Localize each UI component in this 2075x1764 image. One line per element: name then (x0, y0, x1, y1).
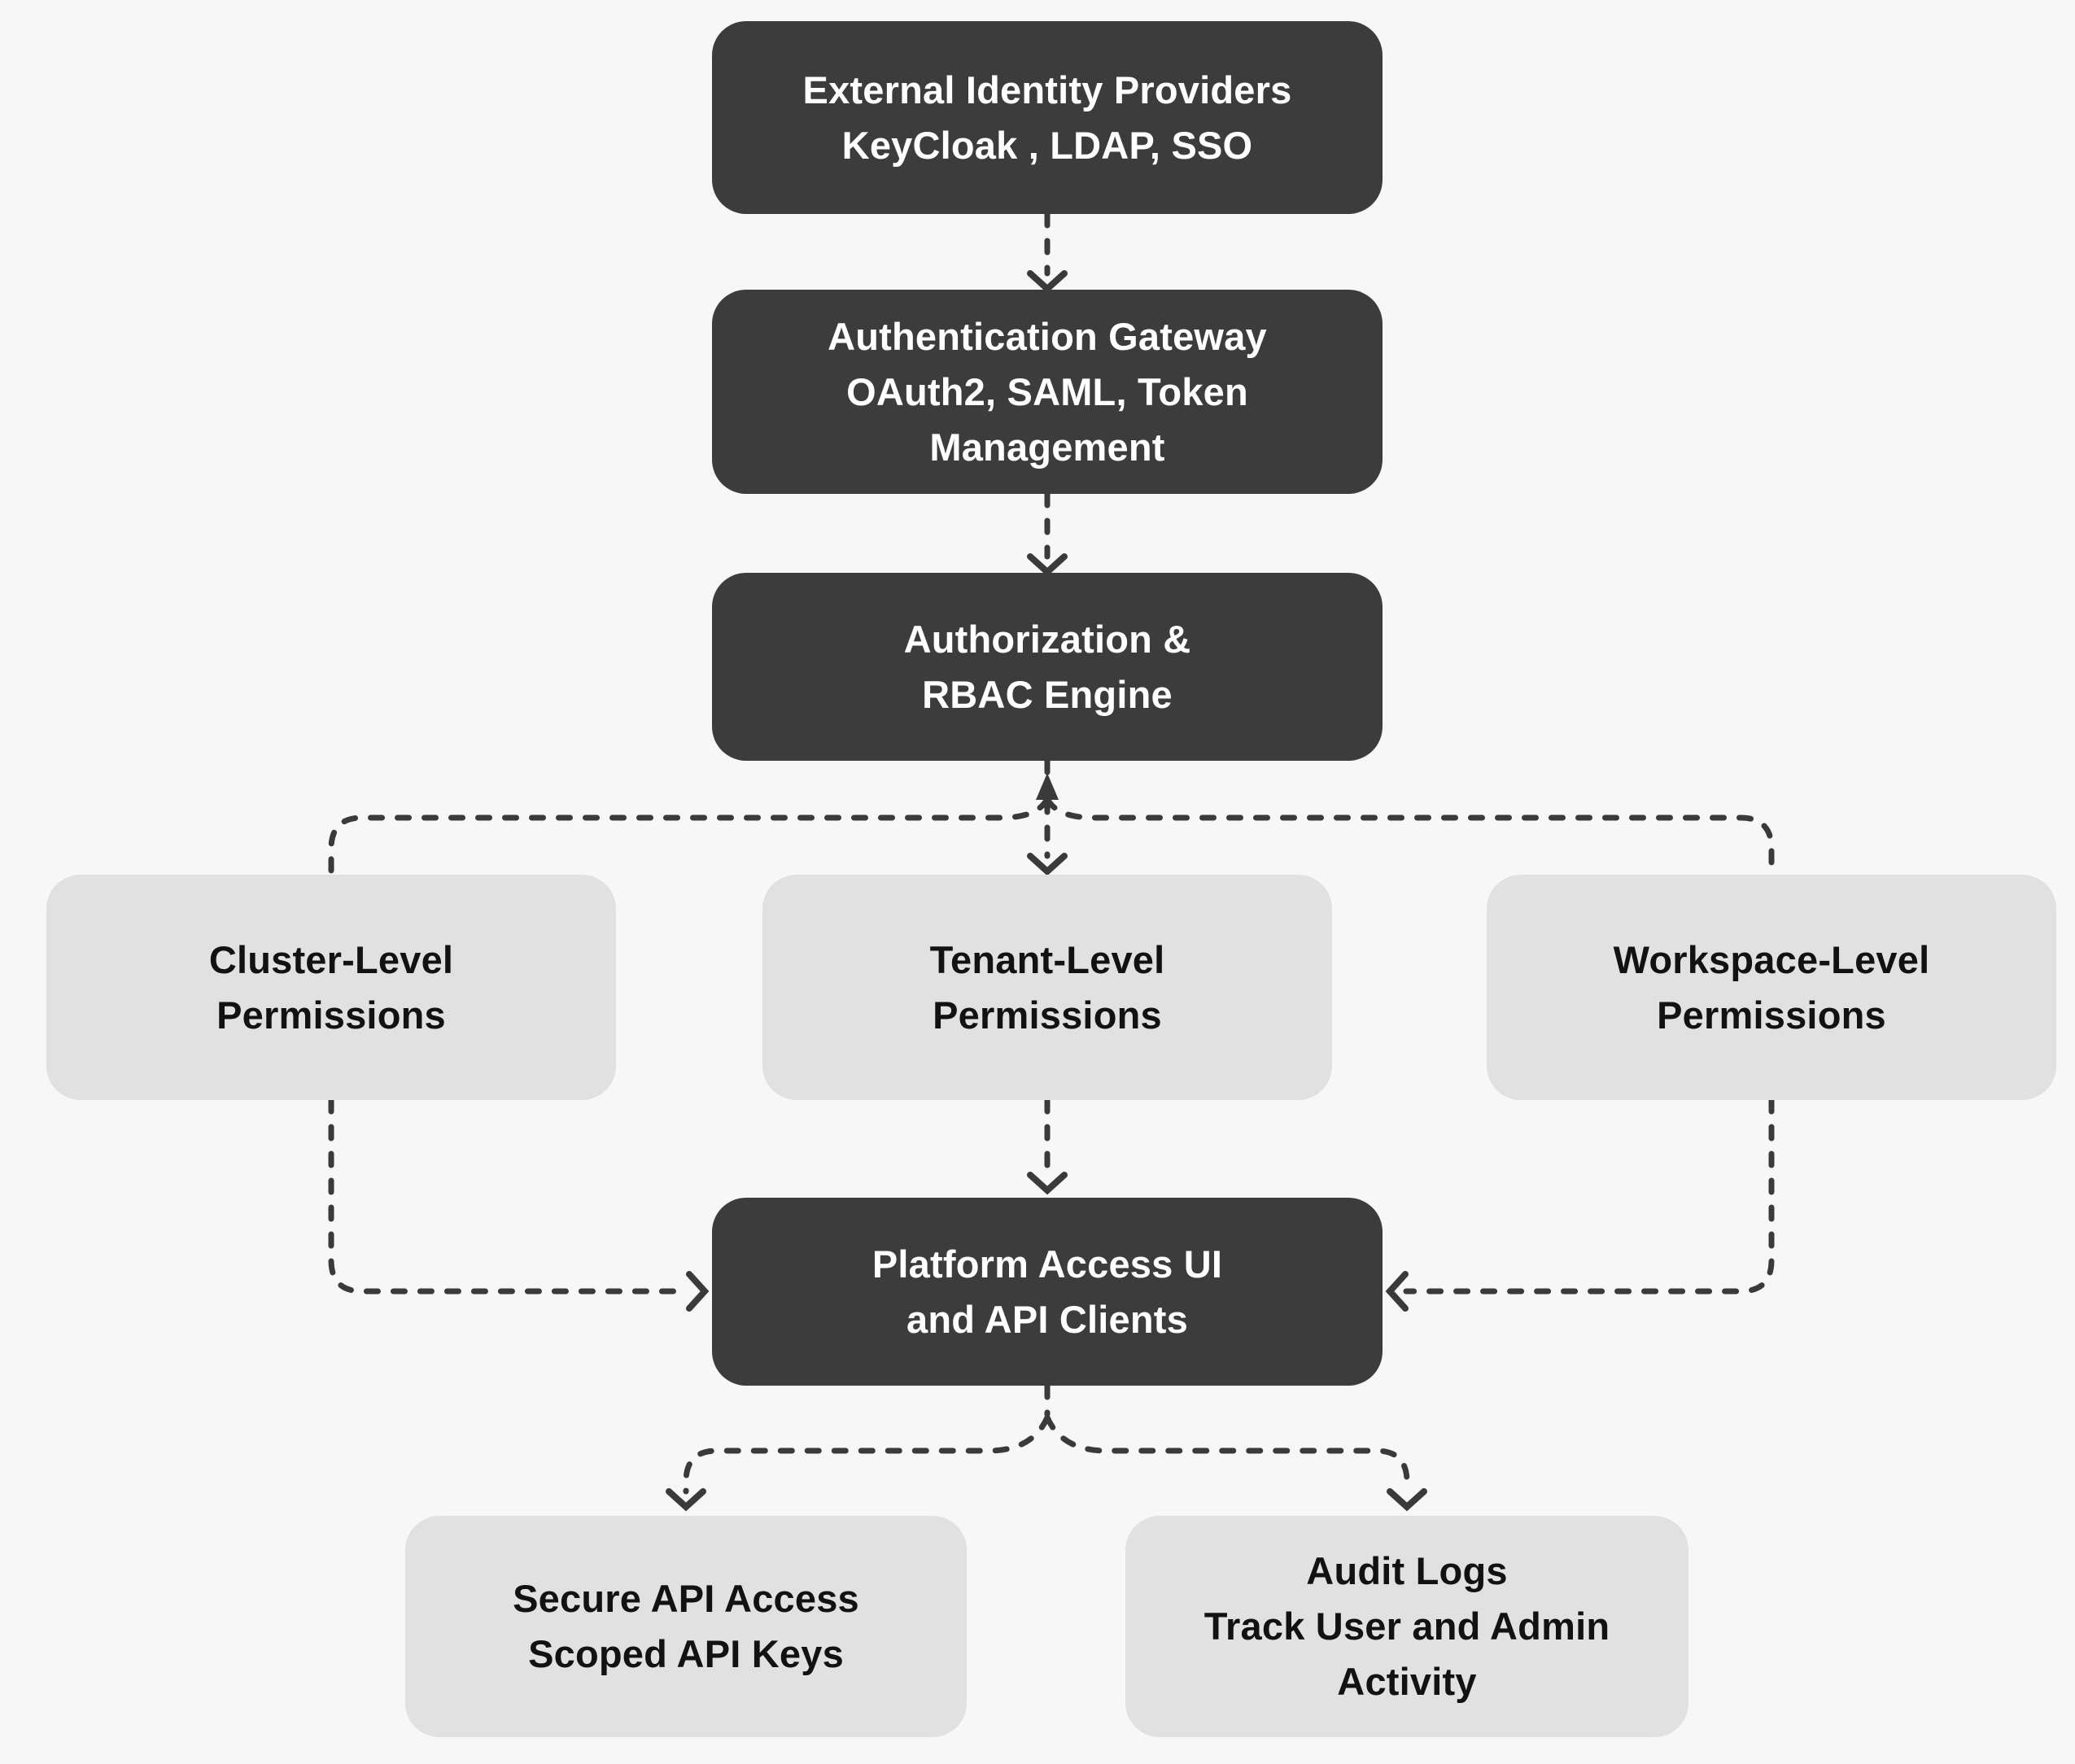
node-external-identity-providers (712, 21, 1383, 214)
arrowhead-up-rbac-icon (1036, 773, 1059, 800)
node-line: Permissions (216, 993, 446, 1037)
connector-platform-to-audit (1047, 1417, 1407, 1491)
node-line: OAuth2, SAML, Token (846, 369, 1248, 413)
node-authentication-gateway (712, 290, 1383, 494)
node-line: External Identity Providers (802, 68, 1292, 111)
node-line: Tenant-Level (929, 937, 1165, 981)
node-line: Cluster-Level (208, 937, 454, 981)
connector-cluster-to-platform (331, 1100, 688, 1291)
connector-rbac-to-cluster (331, 799, 1047, 871)
node-line: Secure API Access (513, 1577, 859, 1620)
arrowhead-right-platform-icon (689, 1274, 705, 1308)
node-audit-logs (1125, 1516, 1688, 1737)
node-platform-access-ui (712, 1198, 1383, 1386)
arrowhead-down-audit-icon (1390, 1491, 1424, 1507)
node-line: Authentication Gateway (828, 314, 1267, 358)
node-line: Management (929, 425, 1165, 469)
arrowhead-down-platform-icon (1030, 1175, 1064, 1190)
node-line: Workspace-Level (1613, 937, 1930, 981)
node-line: RBAC Engine (922, 672, 1173, 716)
node-line: Platform Access UI (872, 1242, 1223, 1286)
connector-workspace-to-platform (1406, 1100, 1771, 1291)
node-line: Track User and Admin (1204, 1605, 1610, 1648)
node-tenant-level-permissions (762, 875, 1332, 1100)
node-line: Permissions (933, 993, 1162, 1037)
node-secure-api-access (405, 1516, 967, 1737)
node-authorization-rbac-engine (712, 573, 1383, 761)
node-line: Permissions (1657, 993, 1886, 1037)
arrowhead-left-platform-icon (1390, 1274, 1405, 1308)
node-line: Activity (1337, 1660, 1477, 1703)
connector-platform-to-secure (686, 1417, 1047, 1491)
node-line: Audit Logs (1306, 1549, 1508, 1592)
connector-rbac-to-workspace (1047, 799, 1771, 871)
node-line: and API Clients (906, 1297, 1188, 1341)
node-line: KeyCloak , LDAP, SSO (841, 123, 1253, 167)
node-line: Authorization & (903, 617, 1191, 661)
node-line: Scoped API Keys (528, 1632, 844, 1675)
node-workspace-level-permissions (1487, 875, 2056, 1100)
node-cluster-level-permissions (46, 875, 616, 1100)
